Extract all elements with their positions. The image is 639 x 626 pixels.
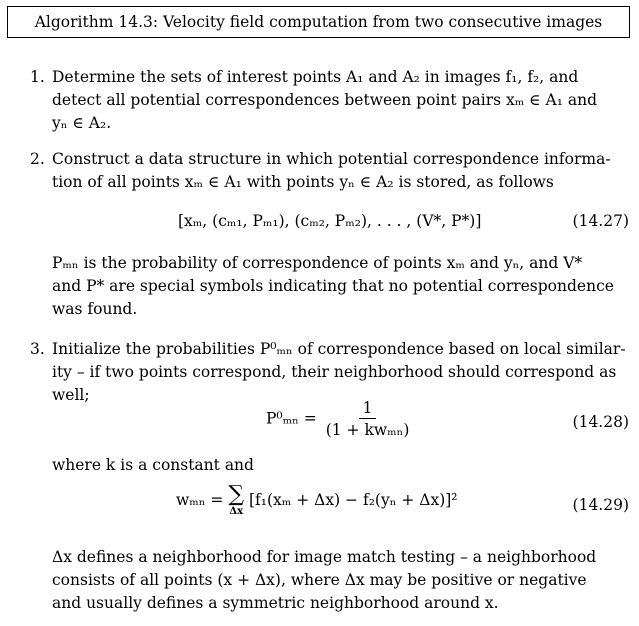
- equation-14-27: [xₘ, (cₘ₁, Pₘ₁), (cₘ₂, Pₘ₂), . . . , (V*, P*)]: [178, 212, 482, 230]
- summation-symbol: ∑: [228, 482, 245, 507]
- step-3-line-2: ity – if two points correspond, their neighborhood should correspond as: [52, 363, 617, 381]
- step-2-line-2: tion of all points xₘ ∈ A₁ with points yₙ ∈ A₂ is stored, as follows: [52, 173, 554, 191]
- step-3-line-3: well;: [52, 386, 90, 404]
- equation-14-28-denominator: (1 + kwₘₙ): [325, 421, 410, 439]
- equation-14-27-label: (14.27): [572, 212, 629, 230]
- equation-14-29: [176, 484, 458, 518]
- step-3-after-line-3: and usually defines a symmetric neighborhood around x.: [52, 594, 499, 612]
- step-3-line-1: Initialize the probabilities P⁰ₘₙ of correspondence based on local similar-: [52, 340, 626, 358]
- equation-14-28-numerator: 1: [359, 398, 377, 419]
- summation-index: Δx: [229, 506, 244, 517]
- step-1-line-2: detect all potential correspondences between point pairs xₘ ∈ A₁ and: [52, 91, 598, 109]
- step-3-after-line-2: consists of all points (x + Δx), where Δx may be positive or negative: [52, 571, 587, 589]
- step-3-after-line-1: Δx defines a neighborhood for image match testing – a neighborhood: [52, 548, 597, 566]
- step-3-mid-line: where k is a constant and: [52, 456, 254, 474]
- step-1-number: 1.: [30, 68, 45, 86]
- step-2-after-line-1: Pₘₙ is the probability of correspondence of points xₘ and yₙ, and V*: [52, 254, 583, 272]
- equation-14-29-sum: [228, 484, 244, 518]
- algorithm-title: Algorithm 14.3: Velocity field computation from two consecutive images: [34, 13, 603, 31]
- step-1-line-3: yₙ ∈ A₂.: [52, 114, 112, 132]
- equation-14-29-rhs: [f₁(xₘ + Δx) − f₂(yₙ + Δx)]²: [249, 491, 458, 509]
- step-2-after-line-3: was found.: [52, 300, 138, 318]
- equation-14-28-fraction: [322, 398, 414, 441]
- algorithm-title-box: [7, 6, 630, 38]
- equation-14-28-label: (14.28): [572, 413, 629, 431]
- equation-14-29-lhs: wₘₙ =: [176, 491, 224, 509]
- equation-14-29-label: (14.29): [572, 496, 629, 514]
- step-2-number: 2.: [30, 150, 45, 168]
- step-2-after-line-2: and P* are special symbols indicating that no potential correspondence: [52, 277, 614, 295]
- step-2-line-1: Construct a data structure in which potential correspondence informa-: [52, 150, 611, 168]
- step-3-number: 3.: [30, 340, 45, 358]
- equation-14-28: [266, 398, 413, 441]
- equation-14-28-lhs: P⁰ₘₙ =: [266, 409, 317, 428]
- step-1-line-1: Determine the sets of interest points A₁ and A₂ in images f₁, f₂, and: [52, 68, 579, 86]
